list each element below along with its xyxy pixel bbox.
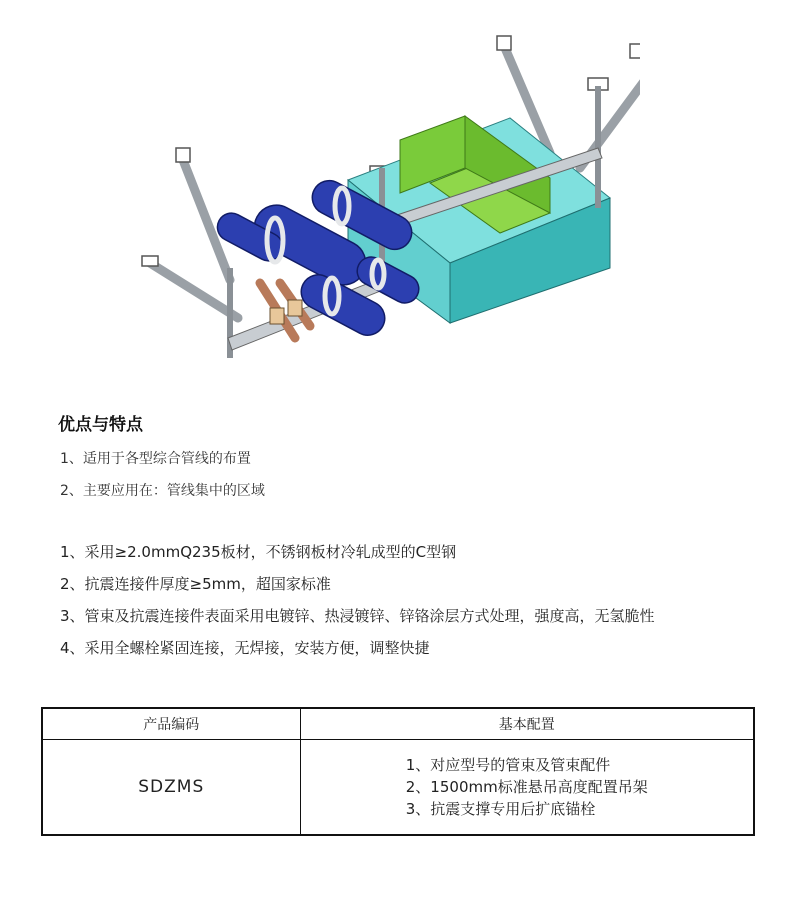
application-item: 1、适用于各型综合管线的布置 [60,451,251,467]
spec-table [41,707,755,836]
anchor-plate [142,256,158,266]
config-item: 2、1500mm标准悬吊高度配置吊架 [405,778,648,796]
pipe-saddle [270,308,284,324]
config-item: 3、抗震支撑专用后扩底锚栓 [405,800,596,818]
application-list [60,451,265,515]
feature-item: 1、采用≥2.0mmQ235板材，不锈钢板材冷轧成型的C型钢 [60,543,457,561]
anchor-plate [630,44,640,58]
pipe-saddle [288,300,302,316]
seismic-support-illustration [120,8,640,363]
col-header-code: 产品编码 [42,708,300,740]
config-cell [300,740,754,836]
col-header-config: 基本配置 [300,708,754,740]
spec-header-row [42,708,754,740]
feature-item: 2、抗震连接件厚度≥5mm，超国家标准 [60,575,331,593]
config-list [406,754,648,820]
features-heading: 优点与特点 [58,415,143,435]
anchor-plate [497,36,511,50]
product-code-cell: SDZMS [42,740,300,836]
feature-item: 3、管束及抗震连接件表面采用电镀锌、热浸镀锌、锌铬涂层方式处理，强度高，无氢脆性 [60,607,655,625]
table-row [42,740,754,836]
feature-item: 4、采用全螺栓紧固连接，无焊接，安装方便，调整快捷 [60,639,430,657]
feature-list [60,543,655,671]
application-item: 2、主要应用在：管线集中的区域 [60,483,265,499]
anchor-plate [176,148,190,162]
config-item: 1、对应型号的管束及管束配件 [405,756,611,774]
